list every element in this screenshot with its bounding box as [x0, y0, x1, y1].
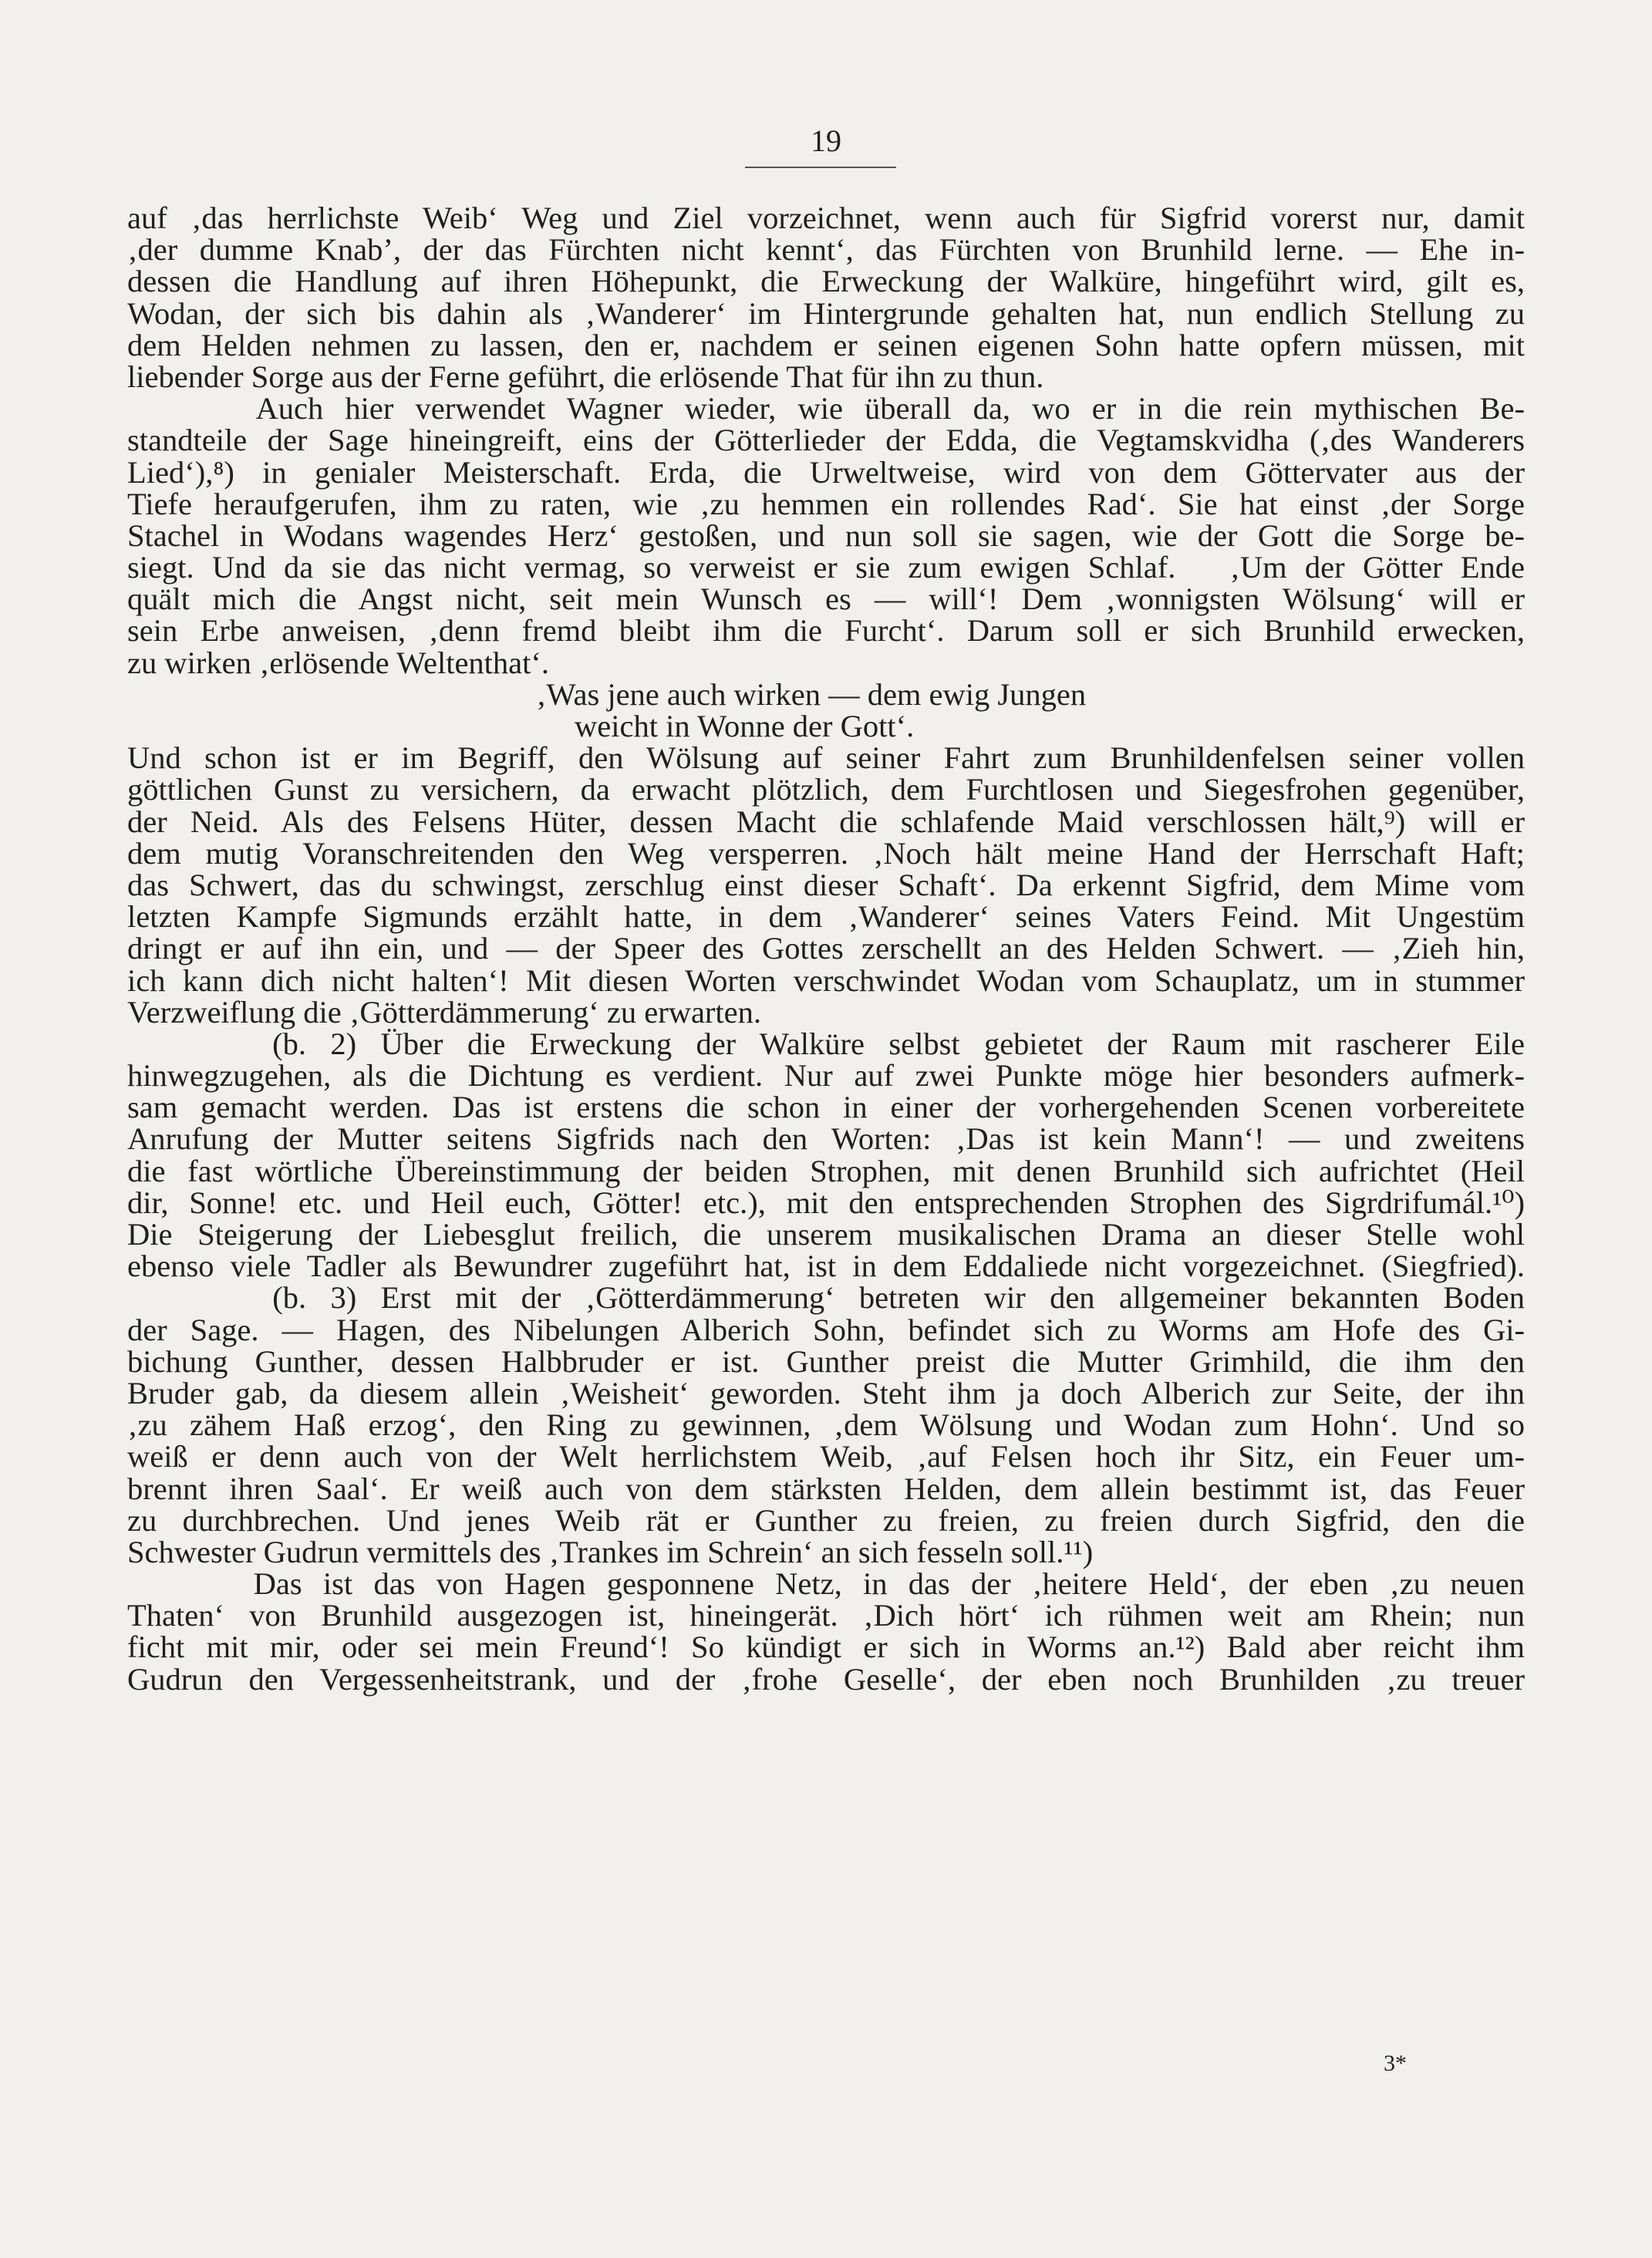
text-line: dringt er auf ihn ein, und — der Speer des Gottes zerschellt an des Helden Schwert. — ‚Zieh hin, — [127, 931, 1525, 966]
text-line: weiß er denn auch von der Welt herrlichstem Weib, ‚auf Felsen hoch ihr Sitz, ein Feuer um- — [127, 1439, 1525, 1474]
text-line: letzten Kampfe Sigmunds erzählt hatte, in dem ‚Wanderer‘ seines Vaters Feind. Mit Ungestüm — [127, 899, 1525, 935]
text-line: ‚zu zähem Haß erzog‘, den Ring zu gewinnen, ‚dem Wölsung und Wodan zum Hohn‘. Und so — [127, 1407, 1525, 1443]
text-line: Tiefe heraufgerufen, ihm zu raten, wie ‚zu hemmen ein rollendes Rad‘. Sie hat einst ‚der Sorge — [127, 486, 1525, 521]
text-line: dem mutig Voranschreitenden den Weg versperren. ‚Noch hält meine Hand der Herrschaft Haft; — [127, 835, 1525, 871]
text-line: dessen die Handlung auf ihren Höhepunkt, die Erweckung der Walküre, hingeführt wird, gilt es, — [127, 264, 1525, 299]
text-line: standteile der Sage hineingreift, eins der Götterlieder der Edda, die Vegtamskvidha (‚des Wanderers — [127, 423, 1525, 458]
text-line: die fast wörtliche Übereinstimmung der beiden Strophen, mit denen Brunhild sich aufrichtet (Heil — [127, 1153, 1525, 1188]
text-line: Stachel in Wodans wagendes Herz‘ gestoßen, und nun soll sie sagen, wie der Gott die Sorge be- — [127, 517, 1525, 553]
text-line: Anrufung der Mutter seitens Sigfrids nach den Worten: ‚Das ist kein Mann‘! — und zweitens — [127, 1121, 1525, 1157]
text-line: Lied‘),⁸) in genialer Meisterschaft. Erda, die Urweltweise, wird von dem Göttervater aus der — [127, 454, 1525, 490]
text-line: Und schon ist er im Begriff, den Wölsung auf seiner Fahrt zum Brunhildenfelsen seiner vollen — [127, 740, 1525, 776]
page-number: 19 — [811, 123, 841, 158]
text-line: Gudrun den Vergessenheitstrank, und der ‚frohe Geselle‘, der eben noch Brunhilden ‚zu treuer — [127, 1661, 1525, 1697]
text-line: sam gemacht werden. Das ist erstens die schon in einer der vorhergehenden Scenen vorbereitete — [127, 1090, 1525, 1125]
text-line: quält mich die Angst nicht, seit mein Wunsch es — will‘! Dem ‚wonnigsten Wölsung‘ will er — [127, 581, 1525, 617]
text-line: auf ‚das herrlichste Weib‘ Weg und Ziel vorzeichnet, wenn auch für Sigfrid vorerst nur, damit — [127, 201, 1525, 235]
text-line: Verzweiflung die ‚Götterdämmerung‘ zu erwarten. — [127, 994, 762, 1030]
text-line: ‚Was jene auch wirken — dem ewig Jungen — [536, 676, 1087, 712]
text-line: der Sage. — Hagen, des Nibelungen Alberich Sohn, befindet sich zu Worms am Hofe des Gi- — [127, 1312, 1525, 1347]
text-line: ebenso viele Tadler als Bewundrer zugeführt hat, ist in dem Eddaliede nicht vorgezeichnet. (Siegfried). — [127, 1249, 1525, 1284]
text-line: ‚der dumme Knab’, der das Fürchten nicht kennt‘, das Fürchten von Brunhild lerne. — Ehe in- — [127, 232, 1525, 268]
text-line: brennt ihren Saal‘. Er weiß auch von dem stärksten Helden, dem allein bestimmt ist, das Feuer — [127, 1471, 1525, 1506]
text-line: hinwegzugehen, als die Dichtung es verdient. Nur auf zwei Punkte möge hier besonders aufmerk- — [127, 1058, 1525, 1094]
signature-mark: 3* — [1384, 2051, 1407, 2076]
body-text — [127, 202, 1525, 1695]
text-line: ficht mit mir, oder sei mein Freund‘! So kündigt er sich in Worms an.¹²) Bald aber reicht ihm — [127, 1629, 1525, 1665]
text-line: dem Helden nehmen zu lassen, den er, nachdem er seinen eigenen Sohn hatte opfern müssen, mit — [127, 327, 1525, 362]
text-line: bichung Gunther, dessen Halbbruder er ist. Gunther preist die Mutter Grimhild, die ihm den — [127, 1343, 1525, 1379]
text-line: Schwester Gudrun vermittels des ‚Trankes im Schrein‘ an sich fesseln soll.¹¹) — [127, 1534, 1094, 1569]
text-line: göttlichen Gunst zu versichern, da erwacht plötzlich, dem Furchtlosen und Siegesfrohen gegenüber, — [127, 772, 1525, 807]
text-line: Das ist das von Hagen gesponnene Netz, in das der ‚heitere Held‘, der eben ‚zu neuen — [127, 1566, 1525, 1602]
text-line: Auch hier verwendet Wagner wieder, wie überall da, wo er in die rein mythischen Be- — [127, 391, 1525, 426]
page-number-rule — [745, 167, 896, 168]
text-line: Bruder gab, da diesem allein ‚Weisheit‘ geworden. Steht ihm ja doch Alberich zur Seite, der ihn — [127, 1375, 1525, 1410]
text-line: der Neid. Als des Felsens Hüter, dessen Macht die schlafende Maid verschlossen hält,⁹) will er — [127, 804, 1525, 839]
text-line: Die Steigerung der Liebesglut freilich, die unserem musikalischen Drama an dieser Stelle wohl — [127, 1217, 1525, 1252]
text-line: (b. 3) Erst mit der ‚Götterdämmerung‘ betreten wir den allgemeiner bekannten Boden — [127, 1280, 1525, 1316]
text-line: Thaten‘ von Brunhild ausgezogen ist, hineingerät. ‚Dich hört‘ ich rühmen weit am Rhein; nun — [127, 1598, 1525, 1633]
text-line: siegt. Und da sie das nicht vermag, so verweist er sie zum ewigen Schlaf. ‚Um der Götter Ende — [127, 550, 1525, 585]
text-line: dir, Sonne! etc. und Heil euch, Götter! etc.), mit den entsprechenden Strophen des Sigrdrifumál.¹⁰) — [127, 1185, 1525, 1220]
text-line: (b. 2) Über die Erweckung der Walküre selbst gebietet der Raum mit rascherer Eile — [127, 1026, 1525, 1061]
text-line: weicht in Wonne der Gott‘. — [575, 709, 915, 743]
text-line: zu wirken ‚erlösende Weltenthat‘. — [127, 645, 550, 680]
text-line: liebender Sorge aus der Ferne geführt, die erlösende That für ihn zu thun. — [127, 359, 1044, 394]
text-line: das Schwert, das du schwingst, zerschlug einst dieser Schaft‘. Da erkennt Sigfrid, dem Mime vom — [127, 867, 1525, 902]
text-line: sein Erbe anweisen, ‚denn fremd bleibt ihm die Furcht‘. Darum soll er sich Brunhild erwecken, — [127, 613, 1525, 649]
text-line: ich kann dich nicht halten‘! Mit diesen Worten verschwindet Wodan vom Schauplatz, um in stummer — [127, 962, 1525, 998]
text-line: zu durchbrechen. Und jenes Weib rät er Gunther zu freien, zu freien durch Sigfrid, den die — [127, 1502, 1525, 1538]
text-line: Wodan, der sich bis dahin als ‚Wanderer‘ im Hintergrunde gehalten hat, nun endlich Stellung zu — [127, 295, 1525, 331]
